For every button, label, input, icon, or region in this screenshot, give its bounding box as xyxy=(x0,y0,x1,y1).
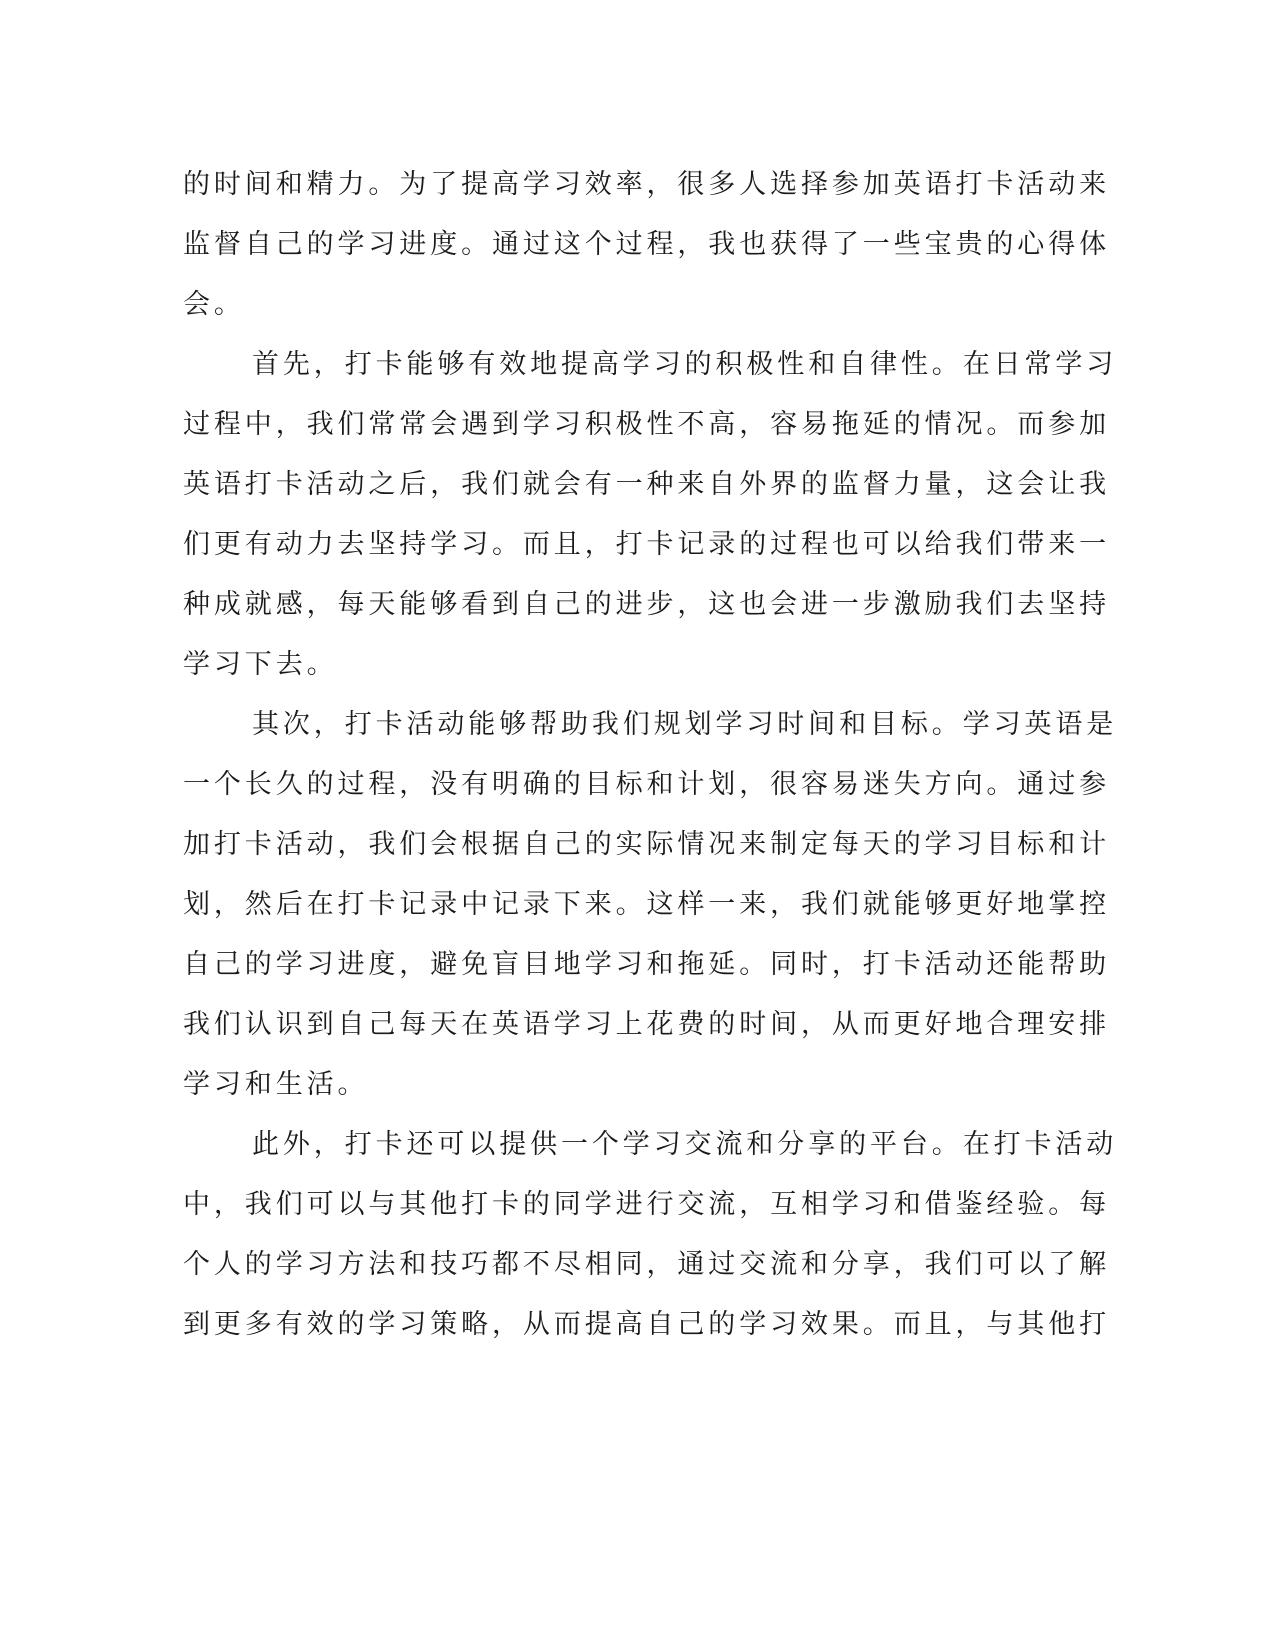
text-line: 我们认识到自己每天在英语学习上花费的时间，从而更好地合理安排 xyxy=(183,1009,1110,1040)
text-line: 此外，打卡还可以提供一个学习交流和分享的平台。在打卡活动 xyxy=(252,1129,1118,1160)
text-line: 会。 xyxy=(183,289,245,320)
text-line: 个人的学习方法和技巧都不尽相同，通过交流和分享，我们可以了解 xyxy=(183,1249,1110,1280)
paragraph-2 xyxy=(183,335,1118,695)
text-line: 监督自己的学习进度。通过这个过程，我也获得了一些宝贵的心得体 xyxy=(183,229,1110,260)
text-line: 一个长久的过程，没有明确的目标和计划，很容易迷失方向。通过参 xyxy=(183,769,1110,800)
text-line: 过程中，我们常常会遇到学习积极性不高，容易拖延的情况。而参加 xyxy=(183,409,1110,440)
text-line: 英语打卡活动之后，我们就会有一种来自外界的监督力量，这会让我 xyxy=(183,469,1110,500)
text-line: 的时间和精力。为了提高学习效率，很多人选择参加英语打卡活动来 xyxy=(183,169,1110,200)
text-line: 们更有动力去坚持学习。而且，打卡记录的过程也可以给我们带来一 xyxy=(183,529,1110,560)
text-line: 划，然后在打卡记录中记录下来。这样一来，我们就能够更好地掌控 xyxy=(183,889,1110,920)
text-line: 中，我们可以与其他打卡的同学进行交流，互相学习和借鉴经验。每 xyxy=(183,1189,1110,1220)
paragraph-4 xyxy=(183,1115,1118,1355)
text-line: 学习和生活。 xyxy=(183,1069,369,1100)
paragraph-3 xyxy=(183,695,1118,1115)
document-body xyxy=(183,155,1118,1355)
text-line: 到更多有效的学习策略，从而提高自己的学习效果。而且，与其他打 xyxy=(183,1309,1110,1340)
paragraph-1 xyxy=(183,155,1110,335)
text-line: 加打卡活动，我们会根据自己的实际情况来制定每天的学习目标和计 xyxy=(183,829,1110,860)
text-line: 自己的学习进度，避免盲目地学习和拖延。同时，打卡活动还能帮助 xyxy=(183,949,1110,980)
text-line: 种成就感，每天能够看到自己的进步，这也会进一步激励我们去坚持 xyxy=(183,589,1110,620)
text-line: 其次，打卡活动能够帮助我们规划学习时间和目标。学习英语是 xyxy=(252,709,1118,740)
text-line: 学习下去。 xyxy=(183,649,338,680)
text-line: 首先，打卡能够有效地提高学习的积极性和自律性。在日常学习 xyxy=(252,349,1118,380)
